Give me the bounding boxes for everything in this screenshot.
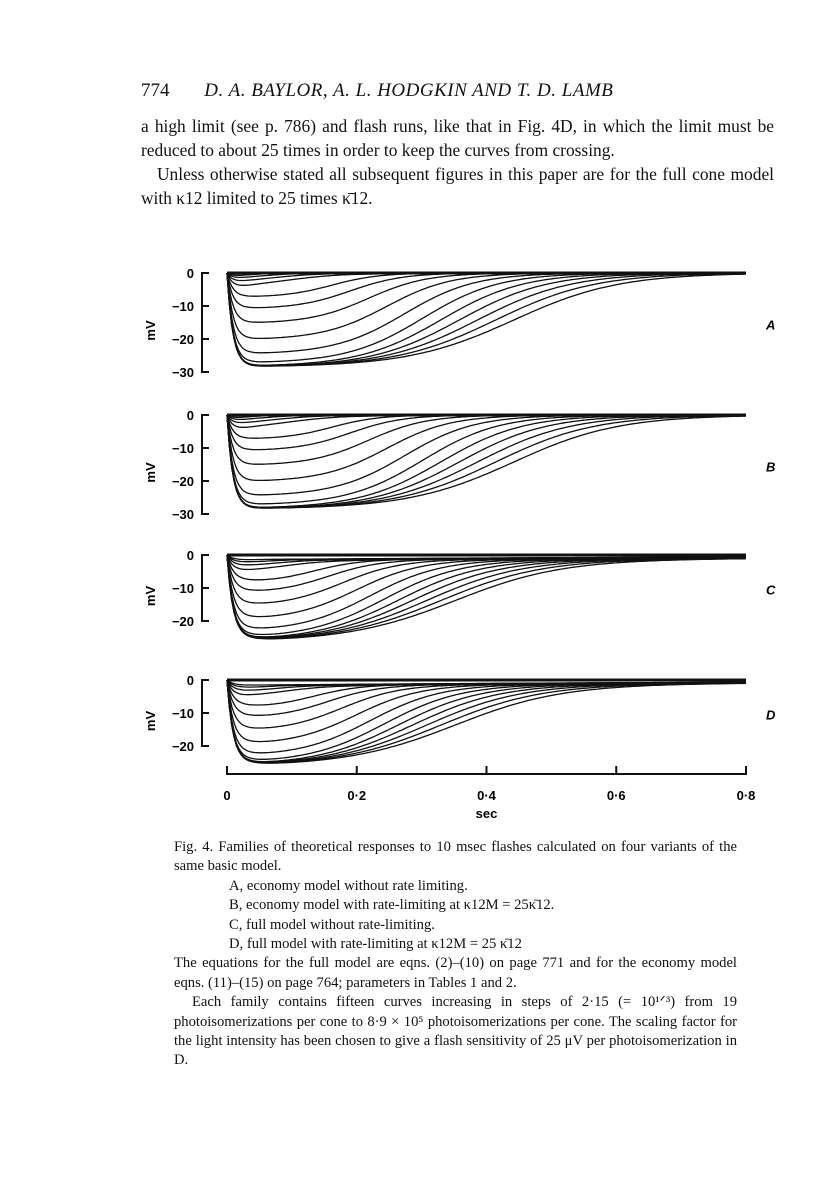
y-tick-label-A: −20	[171, 332, 194, 347]
figure-caption	[174, 838, 737, 1071]
x-tick-label: 0·2	[347, 788, 367, 803]
body-paragraph-2: Unless otherwise stated all subsequent figures in this paper are for the full cone model with κ12 limited to 25 times κ̄12.	[141, 164, 774, 208]
response-curve-C	[227, 555, 746, 628]
x-tick-label: 0·4	[477, 788, 496, 803]
page-number: 774	[141, 80, 170, 101]
y-tick-label-B: 0	[186, 408, 194, 423]
panel-label-D: D	[766, 707, 776, 723]
x-axis-label: sec	[475, 806, 498, 821]
response-curve-A	[227, 273, 746, 353]
y-axis-label-B: mV	[143, 462, 158, 483]
y-tick-label-C: −20	[171, 614, 194, 629]
x-tick-label: 0·8	[736, 788, 756, 803]
y-axis-label-C: mV	[143, 585, 158, 607]
body-paragraphs	[141, 114, 774, 210]
y-axis-label-D: mV	[143, 710, 158, 732]
y-tick-label-D: −10	[171, 706, 194, 721]
panel-label-C: C	[766, 582, 776, 598]
panel-label-A: A	[766, 317, 776, 333]
y-tick-label-D: −20	[171, 739, 194, 754]
y-tick-label-C: 0	[186, 548, 194, 563]
response-curve-D	[227, 680, 746, 753]
y-tick-label-B: −10	[171, 441, 194, 456]
caption-paragraph-equations: The equations for the full model are eqns. (2)–(10) on page 771 and for the economy model eqns. (11)–(15) on page 764; parameters in Tables 1 and 2.	[174, 955, 737, 991]
running-authors: D. A. BAYLOR, A. L. HODGKIN AND T. D. LAMB	[204, 80, 614, 101]
caption-paragraph-families: Each family contains fifteen curves increasing in steps of 2·15 (= 10¹ᐟ³) from 19 photoisomerizations per cone to 8·9 × 10⁵ photoisomerizations per cone. The scaling factor for the light intensity has been chosen to give a flash sensitivity of 25 μV per photoisomerization in D.	[174, 994, 737, 1069]
x-tick-label: 0	[223, 788, 231, 803]
caption-item-d: D, full model with rate-limiting at κ12M = 25 κ̄12	[229, 936, 522, 953]
y-tick-label-A: 0	[186, 266, 194, 281]
x-tick-label: 0·6	[606, 788, 626, 803]
response-curve-B	[227, 415, 746, 495]
body-paragraph-1: a high limit (see p. 786) and flash runs, like that in Fig. 4D, in which the limit must be reduced to about 25 times in order to keep the curves from crossing.	[141, 116, 774, 160]
caption-item-c: C, full model without rate-limiting.	[229, 916, 435, 933]
caption-item-a: A, economy model without rate limiting.	[229, 877, 468, 894]
panel-label-B: B	[766, 459, 776, 475]
y-tick-label-A: −30	[171, 365, 194, 380]
y-tick-label-B: −30	[171, 507, 194, 522]
caption-title: Fig. 4. Families of theoretical responses to 10 msec flashes calculated on four variants of the same basic model.	[174, 839, 737, 875]
y-tick-label-A: −10	[171, 299, 194, 314]
response-curve-B	[227, 415, 746, 504]
y-tick-label-D: 0	[186, 673, 194, 688]
response-curve-A	[227, 273, 746, 362]
y-axis-label-A: mV	[143, 320, 158, 341]
caption-item-b: B, economy model with rate-limiting at κ12M = 25κ̄12.	[229, 897, 555, 914]
y-tick-label-C: −10	[171, 581, 194, 596]
page-header	[141, 80, 781, 102]
figure-4	[130, 262, 790, 822]
figure-4-chart	[130, 262, 790, 822]
y-tick-label-B: −20	[171, 474, 194, 489]
